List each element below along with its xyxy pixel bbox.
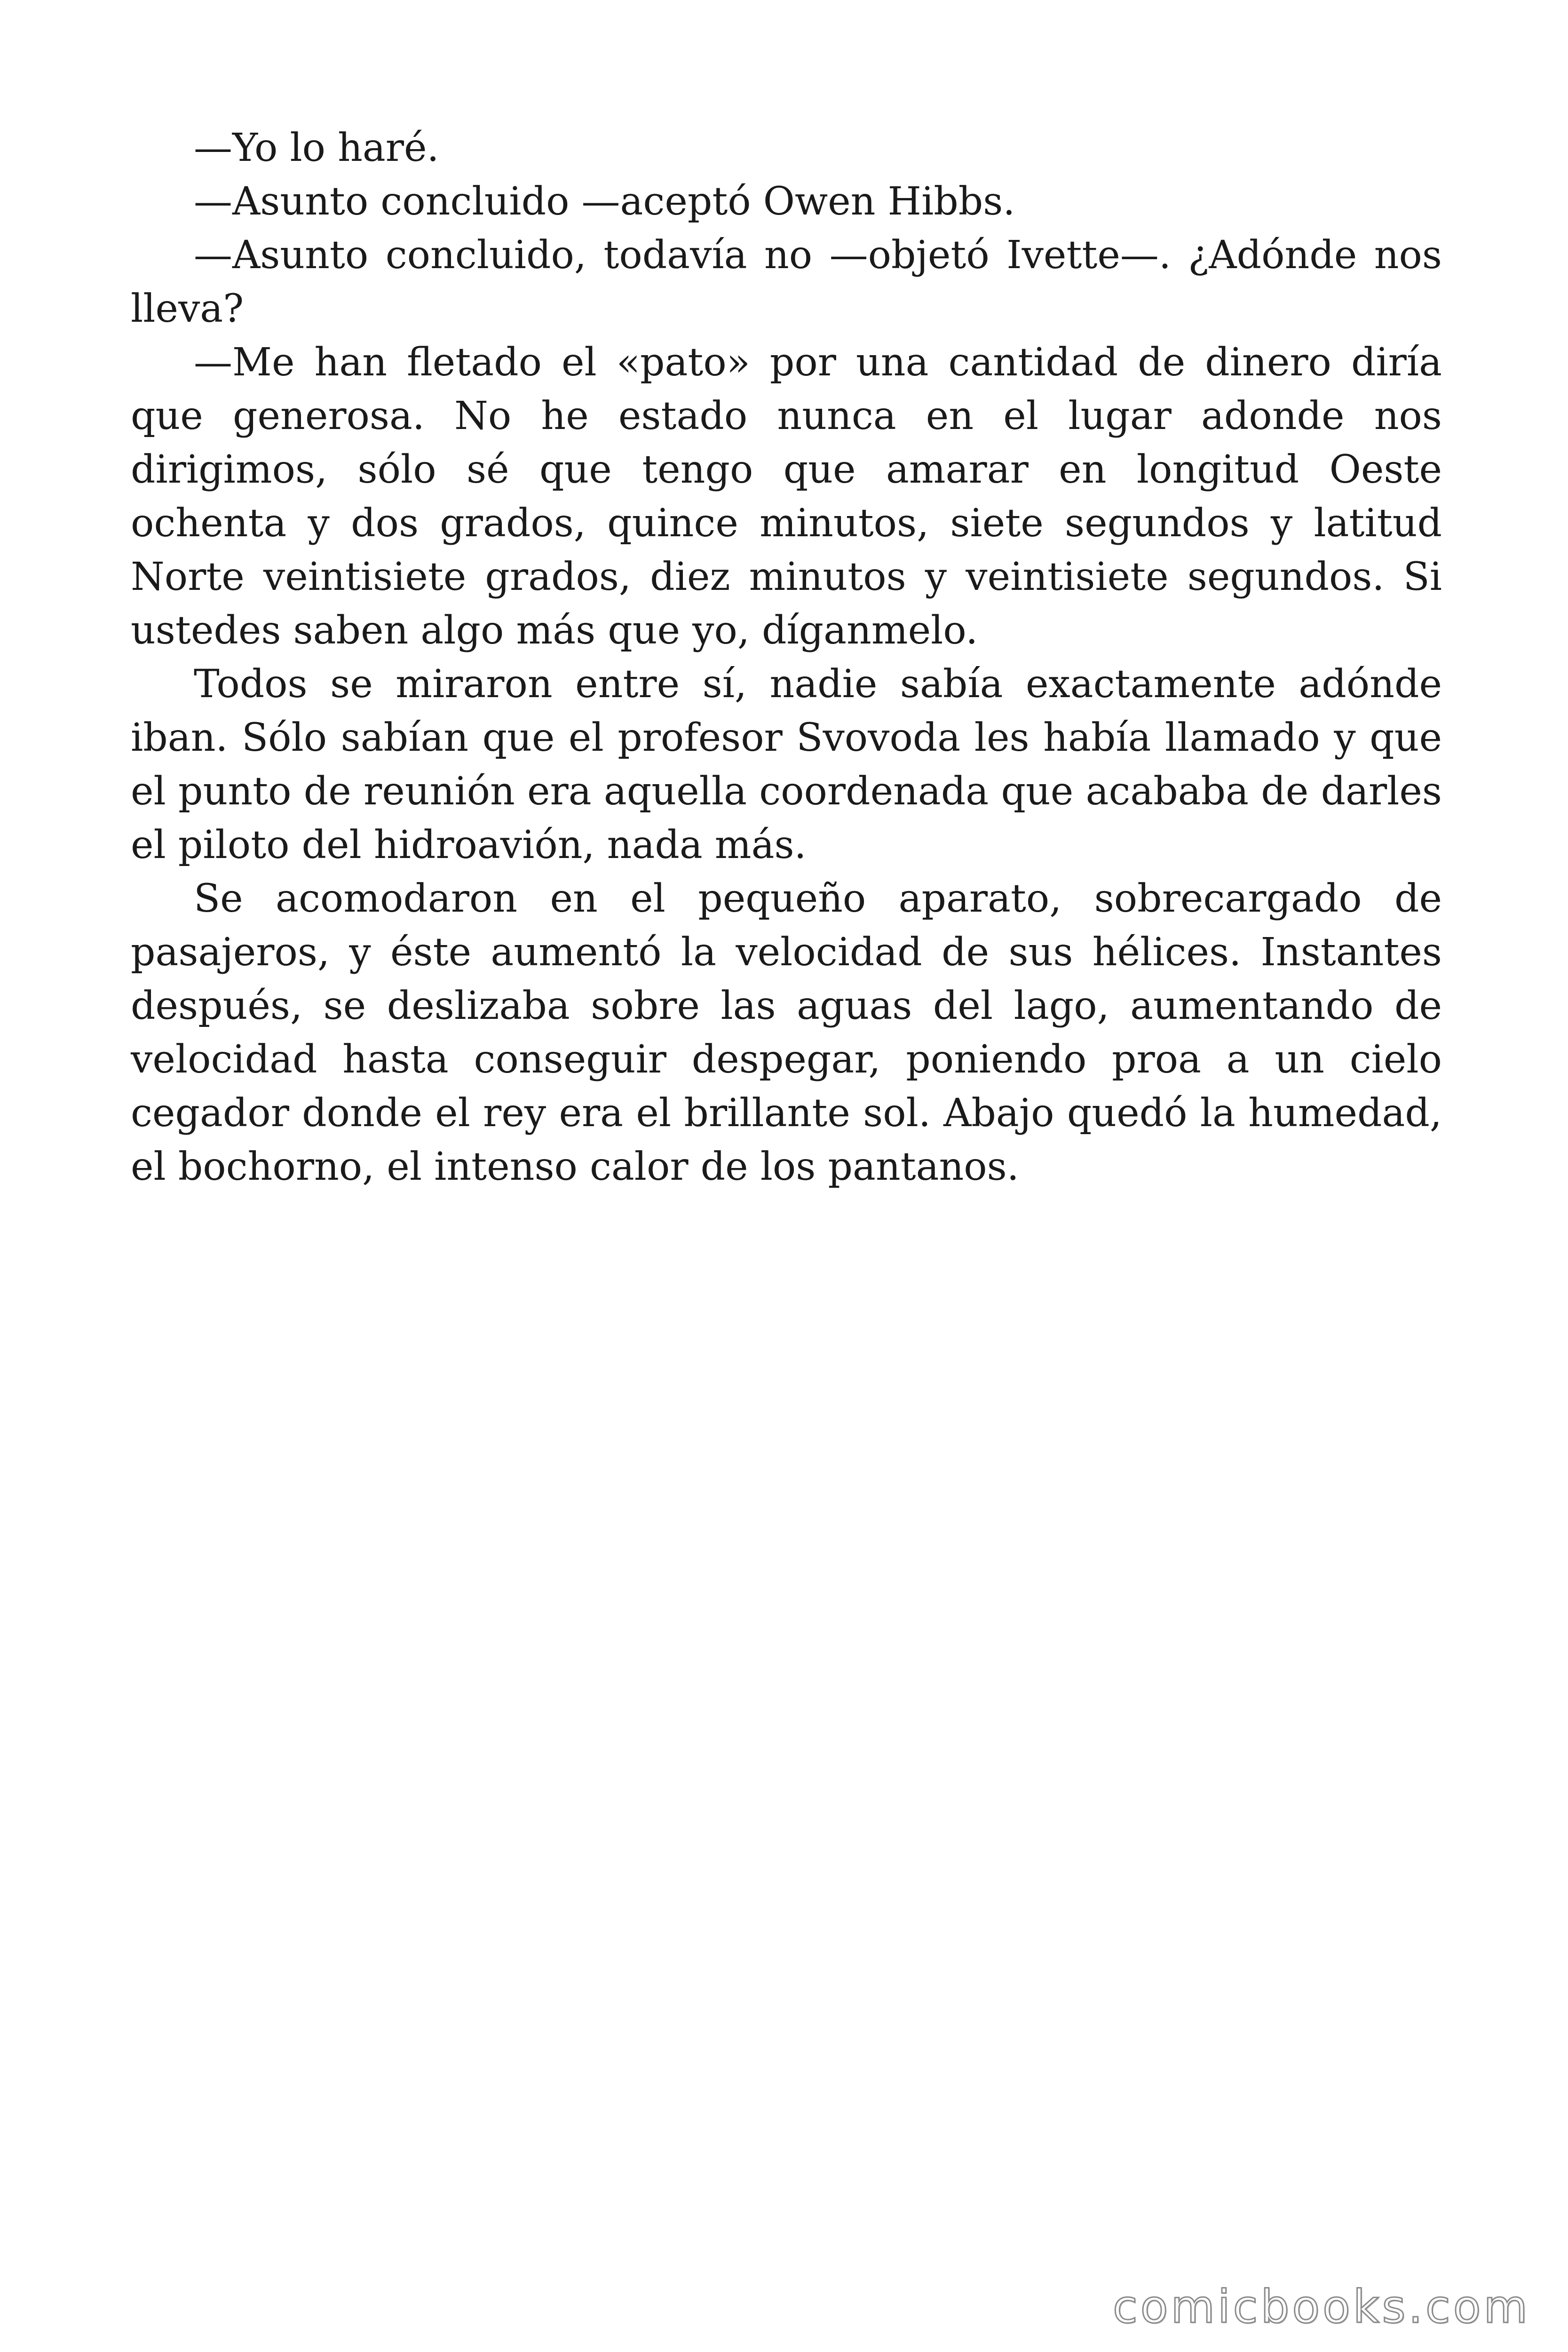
paragraph-6: Se acomodaron en el pequeño aparato, sobrecargado de pasajeros, y éste aumentó la velocidad de sus hélices. Instantes después, se deslizaba sobre las aguas del lago, aumentando de velocidad hasta conseguir despegar, poniendo proa a un cielo cegador donde el rey era el brillante sol. Abajo quedó la humedad, el bochorno, el intenso calor de los pantanos. xyxy=(131,876,1442,1189)
paragraph-4: —Me han fletado el «pato» por una cantidad de dinero diría que generosa. No he estado nunca en el lugar adonde nos dirigimos, sólo sé que tengo que amarar en longitud Oeste ochenta y dos grados, quince minutos, siete segundos y latitud Norte veintisiete grados, diez minutos y veintisiete segundos. Si ustedes saben algo más que yo, díganmelo. xyxy=(131,340,1442,653)
paragraph-2: —Asunto concluido —aceptó Owen Hibbs. xyxy=(194,179,1015,224)
paragraph-5: Todos se miraron entre sí, nadie sabía exactamente adónde iban. Sólo sabían que el profesor Svovoda les había llamado y que el punto de reunión era aquella coordenada que acababa de darles el piloto del hidroavión, nada más. xyxy=(131,662,1442,867)
paragraph-3: —Asunto concluido, todavía no —objetó Ivette—. ¿Adónde nos lleva? xyxy=(131,233,1442,331)
paragraph-1: —Yo lo haré. xyxy=(194,126,439,170)
body-text xyxy=(131,121,1442,1194)
site-watermark: comicbooks.com xyxy=(1112,2280,1530,2333)
